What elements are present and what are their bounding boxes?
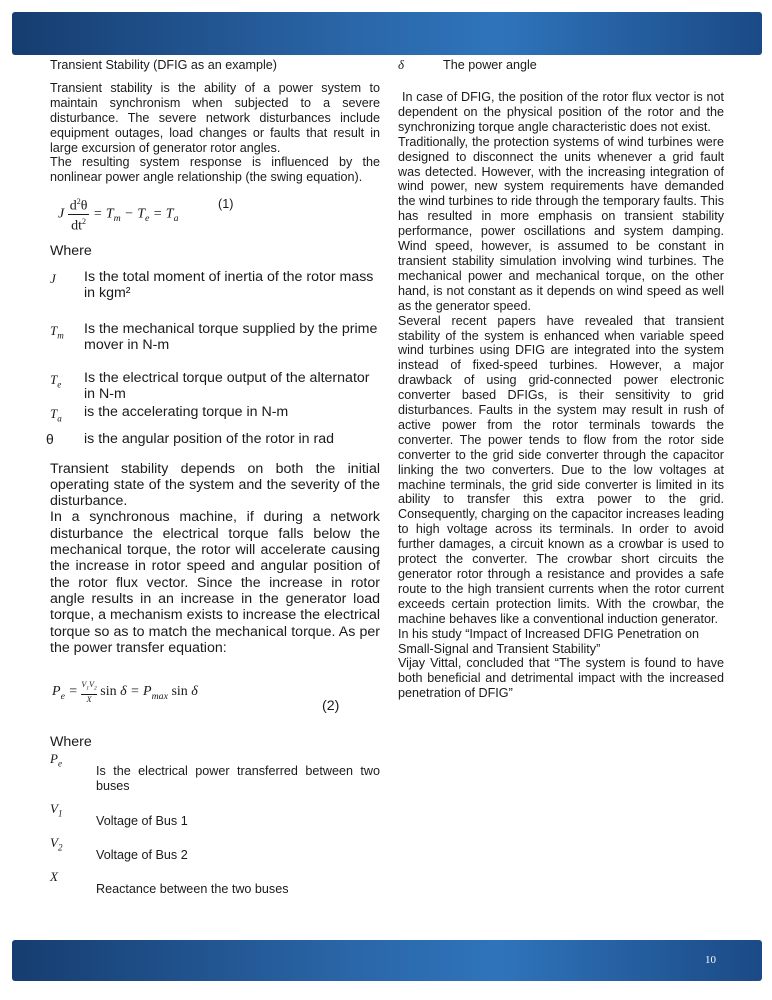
definition-text: The power angle	[443, 58, 537, 72]
definition-text: Is the electrical power transferred between two buses	[96, 764, 380, 794]
page-number: 10	[705, 954, 716, 966]
paragraph: Traditionally, the protection systems of wind turbines were designed to disconnect the units whenever a grid fault was detected. However, with the increasing integration of wind power, new system requirements have demanded the wind turbines to ride through the temporary faults. This has resulted in more emphasis on transient stability performance, power oscillations and system damping. Wind speed, however, is assumed to be constant in transient stability simulation involving wind turbines. The mechanical power and mechanical torque, on the other hand, is not constant as it depends on wind speed as well as the generator speed.	[398, 134, 724, 313]
definition-item	[50, 404, 380, 431]
definition-item	[50, 321, 380, 370]
definition-text: Is the total moment of inertia of the rotor mass	[84, 268, 374, 285]
header-bar	[12, 12, 762, 55]
definition-item	[50, 370, 380, 404]
definition-item	[50, 751, 380, 808]
symbol: θ	[46, 430, 54, 447]
symbol: δ	[398, 57, 405, 72]
paragraph: The resulting system response is influenced by the nonlinear power angle relationship (the swing equation).	[50, 155, 380, 185]
paragraph: In a synchronous machine, if during a network disturbance the electrical torque falls below the mechanical torque, the rotor will accelerate causing the increase in rotor speed and angular position of the rotor flux vector. Since the increase in rotor angle results in an increase in the generator load torque, a mechanism exists to increase the electrical torque so as to match the mechanical torque. As per the power transfer equation:	[50, 509, 380, 656]
equation-number: (1)	[218, 197, 234, 212]
section-heading: Transient Stability (DFIG as an example)	[50, 58, 278, 72]
paragraph: In case of DFIG, the position of the rotor flux vector is not dependent on the physical position of the rotor and the synchronizing torque angle characteristic does not exist.	[398, 90, 724, 134]
symbol: $V_1$	[50, 801, 63, 819]
paragraph: Vijay Vittal, concluded that “The system is found to have both beneficial and detrimental impact with the increased penetration of DFIG”	[398, 656, 724, 701]
paragraph: Transient stability depends on both the initial operating state of the system and the severity of the disturbance.	[50, 460, 380, 510]
where-label: Where	[50, 734, 92, 751]
definition-item	[50, 801, 380, 842]
equation-number: (2)	[322, 698, 340, 715]
symbol: $T_a$	[50, 405, 62, 424]
delta-definition	[398, 58, 724, 76]
definition-text: Voltage of Bus 2	[96, 848, 188, 863]
power-transfer-equation: $P_e$ = $\frac{V_1V_2}{X}$ $\sin \delta = P_{max}$ sin δ (2)	[52, 680, 340, 715]
definition-item	[50, 835, 380, 876]
definition-item	[46, 430, 380, 455]
definition-text: mover in N-m	[84, 336, 170, 353]
symbol: X	[50, 869, 58, 885]
definition-item	[50, 269, 380, 321]
symbol: $P_e$	[50, 751, 62, 769]
symbol: $T_e$	[50, 371, 62, 390]
swing-equation: J $\frac{d^2\theta}{dt^2}$ = $T_m - T_e = T_a$ (1)	[58, 197, 234, 234]
symbol: $V_2$	[50, 835, 63, 853]
paragraph: In his study “Impact of Increased DFIG Penetration on Small-Signal and Transient Stability”	[398, 626, 699, 656]
paragraph: Transient stability is the ability of a power system to maintain synchronism when subjected to a severe disturbance. The severe network disturbances include equipment outages, load changes or faults that result in large excursion of generator rotor angles.	[50, 80, 380, 155]
definition-text: is the accelerating torque in N-m	[84, 403, 289, 420]
right-column	[398, 58, 724, 701]
definition-text: Reactance between the two buses	[96, 882, 289, 897]
definition-text: Voltage of Bus 1	[96, 814, 188, 829]
symbol: J	[50, 270, 56, 286]
footer-bar	[12, 940, 762, 981]
definition-text: in kgm²	[84, 284, 131, 301]
paragraph: Several recent papers have revealed that transient stability of the system is enhanced when variable speed wind turbines using DFIG are integrated into the system instead of fixed-speed turbines. However, a major drawback of using grid-connected power electronic converter based DFIGs, is their sensitivity to grid disturbances. Faults in the system may result in rush of active power from the rotor terminals towards the converter. The power tends to flow from the rotor side converter to the grid side converter through the capacitor linking the two converters. Due to the low voltages at machine terminals, the grid side converter is limited in its ability to transfer this extra power to the grid. Consequently, charging on the capacitor increases leading to high voltage across its terminals. In order to avoid further damages, a circuit known as a crowbar is used to protect the converter. The crowbar short circuits the generator rotor through a resistance and provides a safe route to the high transient currents when the rotor current exceeds certain protection limits. With the crowbar, the machine behaves like a conventional induction generator.	[398, 313, 725, 626]
left-column	[46, 58, 380, 906]
symbol-definitions	[46, 268, 380, 455]
symbol: $T_m$	[50, 322, 64, 341]
where-label: Where	[50, 243, 92, 260]
definition-item	[50, 869, 380, 906]
definition-text: Is the electrical torque output of the alternator in N-m	[84, 369, 370, 402]
symbol-definitions	[50, 751, 380, 906]
definition-text: is the angular position of the rotor in rad	[84, 430, 335, 447]
definition-text: Is the mechanical torque supplied by the prime	[84, 320, 378, 337]
